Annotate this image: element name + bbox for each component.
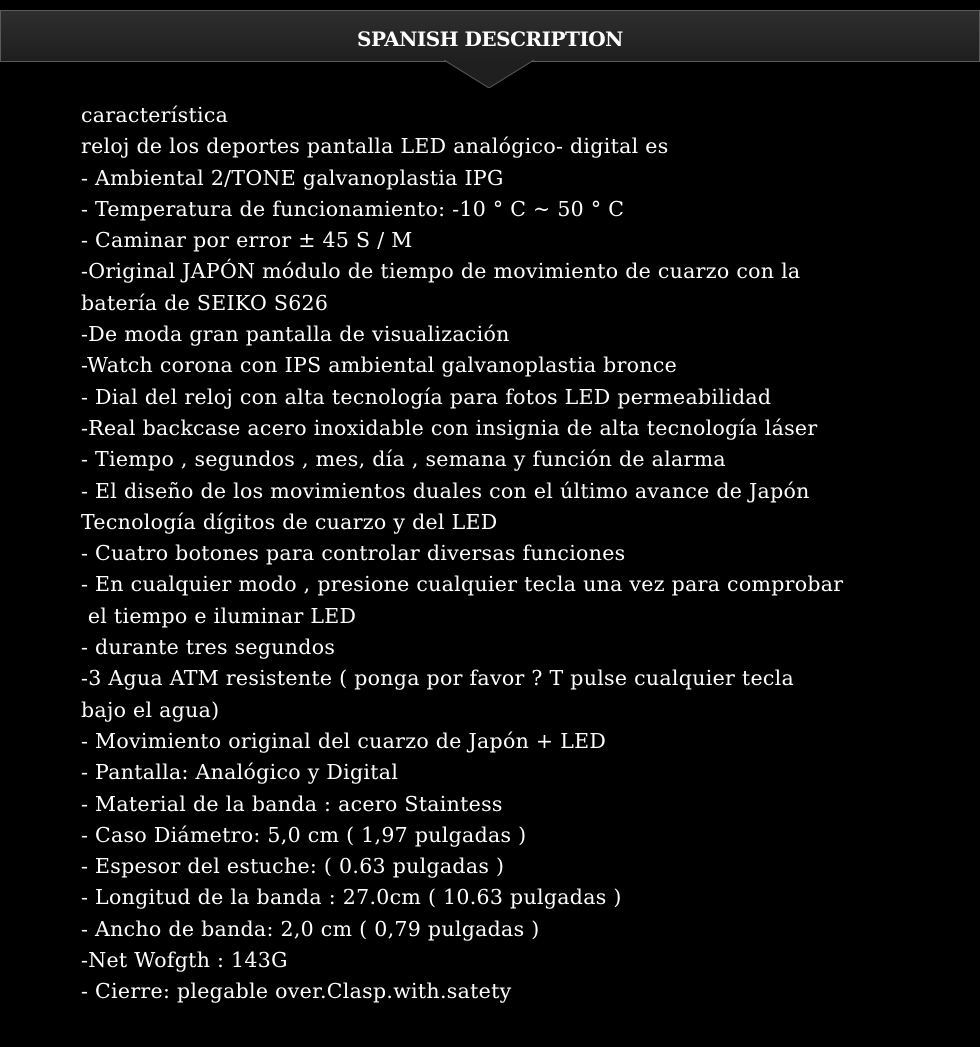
description-line: característica bbox=[81, 103, 229, 127]
description-line: - Longitud de la banda : 27.0cm ( 10.63 pulgadas ) bbox=[81, 885, 622, 910]
description-line: - Ancho de banda: 2,0 cm ( 0,79 pulgadas ) bbox=[81, 916, 540, 941]
description-line: -Real backcase acero inoxidable con insignia de alta tecnología láser bbox=[81, 415, 818, 440]
description-line: el tiempo e iluminar LED bbox=[81, 603, 357, 628]
description-line: bajo el agua) bbox=[81, 697, 220, 722]
description-line: batería de SEIKO S626 bbox=[81, 290, 329, 315]
description-line: - Movimiento original del cuarzo de Japón + LED bbox=[81, 728, 607, 753]
description-line: Tecnología dígitos de cuarzo y del LED bbox=[81, 509, 498, 534]
description-line: - Caminar por error ± 45 S / M bbox=[81, 228, 413, 253]
section-header bbox=[0, 10, 980, 62]
description-line: - durante tres segundos bbox=[81, 635, 336, 660]
description-line: - Cierre: plegable over.Clasp.with.satety bbox=[81, 979, 512, 1004]
description-line: -De moda gran pantalla de visualización bbox=[81, 322, 510, 347]
description-line: reloj de los deportes pantalla LED analógico- digital es bbox=[81, 134, 669, 159]
description-line: -Net Wofgth : 143G bbox=[81, 948, 288, 973]
header-pointer-arrow bbox=[444, 60, 534, 88]
description-line: - Dial del reloj con alta tecnología para fotos LED permeabilidad bbox=[81, 384, 772, 409]
description-line: - Pantalla: Analógico y Digital bbox=[81, 760, 399, 785]
description-line: - Temperatura de funcionamiento: -10 ° C ~ 50 ° C bbox=[81, 196, 625, 221]
description-line: - En cualquier modo , presione cualquier tecla una vez para comprobar bbox=[81, 572, 844, 597]
description-line: - Material de la banda : acero Staintess bbox=[81, 791, 503, 816]
section-title: SPANISH DESCRIPTION bbox=[357, 27, 623, 51]
description-line: -Original JAPÓN módulo de tiempo de movimiento de cuarzo con la bbox=[81, 259, 801, 284]
description-line: -3 Agua ATM resistente ( ponga por favor ? T pulse cualquier tecla bbox=[81, 666, 795, 691]
description-line: - Caso Diámetro: 5,0 cm ( 1,97 pulgadas ) bbox=[81, 822, 527, 847]
description-line: - Cuatro botones para controlar diversas funciones bbox=[81, 541, 626, 566]
description-line: - Ambiental 2/TONE galvanoplastia IPG bbox=[81, 165, 504, 190]
description-line: -Watch corona con IPS ambiental galvanoplastia bronce bbox=[81, 353, 678, 378]
description-line: - Tiempo , segundos , mes, día , semana y función de alarma bbox=[81, 447, 726, 472]
description-line: - Espesor del estuche: ( 0.63 pulgadas ) bbox=[81, 854, 505, 879]
description-text bbox=[81, 100, 961, 1008]
description-line: - El diseño de los movimientos duales con el último avance de Japón bbox=[81, 478, 810, 503]
